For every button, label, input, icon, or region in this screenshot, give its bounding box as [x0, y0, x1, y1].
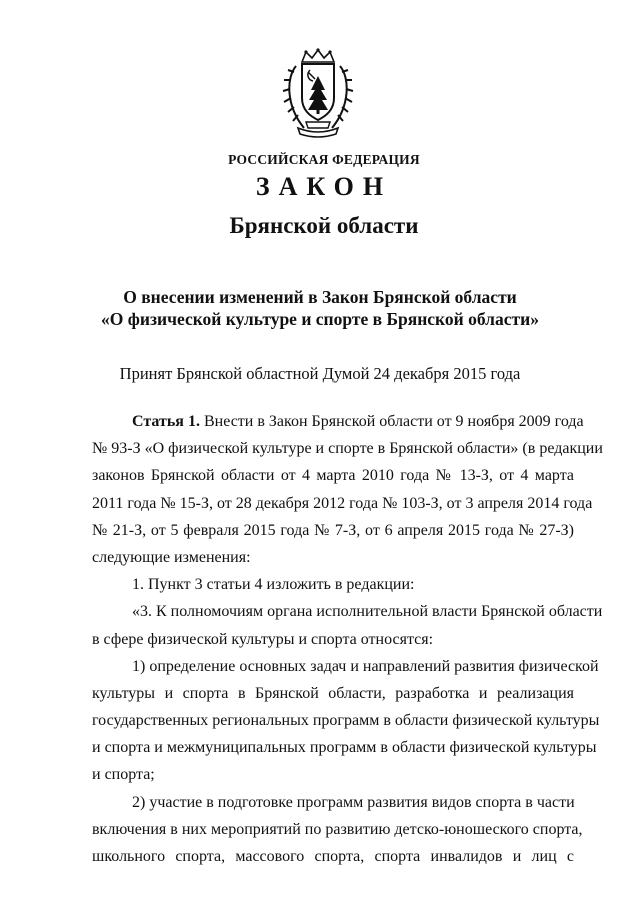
article-1-line: законов Брянской области от 4 марта 2010 года № 13-З, от 4 марта — [92, 467, 574, 485]
region-heading: Брянской области — [229, 213, 419, 238]
article-1-line: следующие изменения: — [92, 548, 251, 566]
subitem-2-line: школьного спорта, массового спорта, спорта инвалидов и лиц с — [92, 848, 574, 865]
item-1-line: 1. Пункт 3 статьи 4 изложить в редакции: — [132, 576, 415, 594]
subject-line: О внесении изменений в Закон Брянской области — [123, 287, 517, 307]
quote-line: «3. К полномочиям органа исполнительной власти Брянской области — [132, 603, 603, 621]
article-1-line: № 21-З, от 5 февраля 2015 года № 7-З, от 6 апреля 2015 года № 27-З) — [92, 521, 574, 539]
quote-line: в сфере физической культуры и спорта относятся: — [92, 630, 434, 648]
subitem-1-line: государственных региональных программ в области физической культуры — [92, 712, 600, 730]
country-heading: РОССИЙСКАЯ ФЕДЕРАЦИЯ — [228, 152, 420, 167]
subitem-2-line: включения в них мероприятий по развитию детско-юношеского спорта, — [92, 820, 583, 838]
subitem-1-line: 1) определение основных задач и направлений развития физической — [132, 657, 599, 675]
article-1-line: 2011 года № 15-З, от 28 декабря 2012 года № 103-З, от 3 апреля 2014 года — [92, 494, 593, 512]
article-1-line: № 93-З «О физической культуре и спорте в Брянской области» (в редакции — [92, 440, 603, 458]
article-1-line — [92, 408, 584, 435]
subject-line: «О физической культуре и спорте в Брянской области» — [101, 309, 539, 329]
subitem-1-line: культуры и спорта в Брянской области, разработка и реализация — [92, 684, 574, 702]
law-body — [92, 408, 603, 870]
adoption-note: Принят Брянской областной Думой 24 декабря 2015 года — [119, 364, 521, 383]
subitem-2-line: 2) участие в подготовке программ развития видов спорта в части — [132, 793, 575, 811]
coat-of-arms-icon — [280, 48, 356, 138]
article-label: Статья 1. — [132, 413, 200, 430]
article-text: Внести в Закон Брянской области от 9 ноября 2009 года — [199, 413, 584, 430]
law-subject — [0, 286, 640, 330]
subitem-1-line: и спорта; — [92, 766, 155, 784]
subitem-1-line: и спорта и межмуниципальных программ в области физической культуры — [92, 739, 597, 757]
document-type-heading: ЗАКОН — [255, 172, 393, 201]
